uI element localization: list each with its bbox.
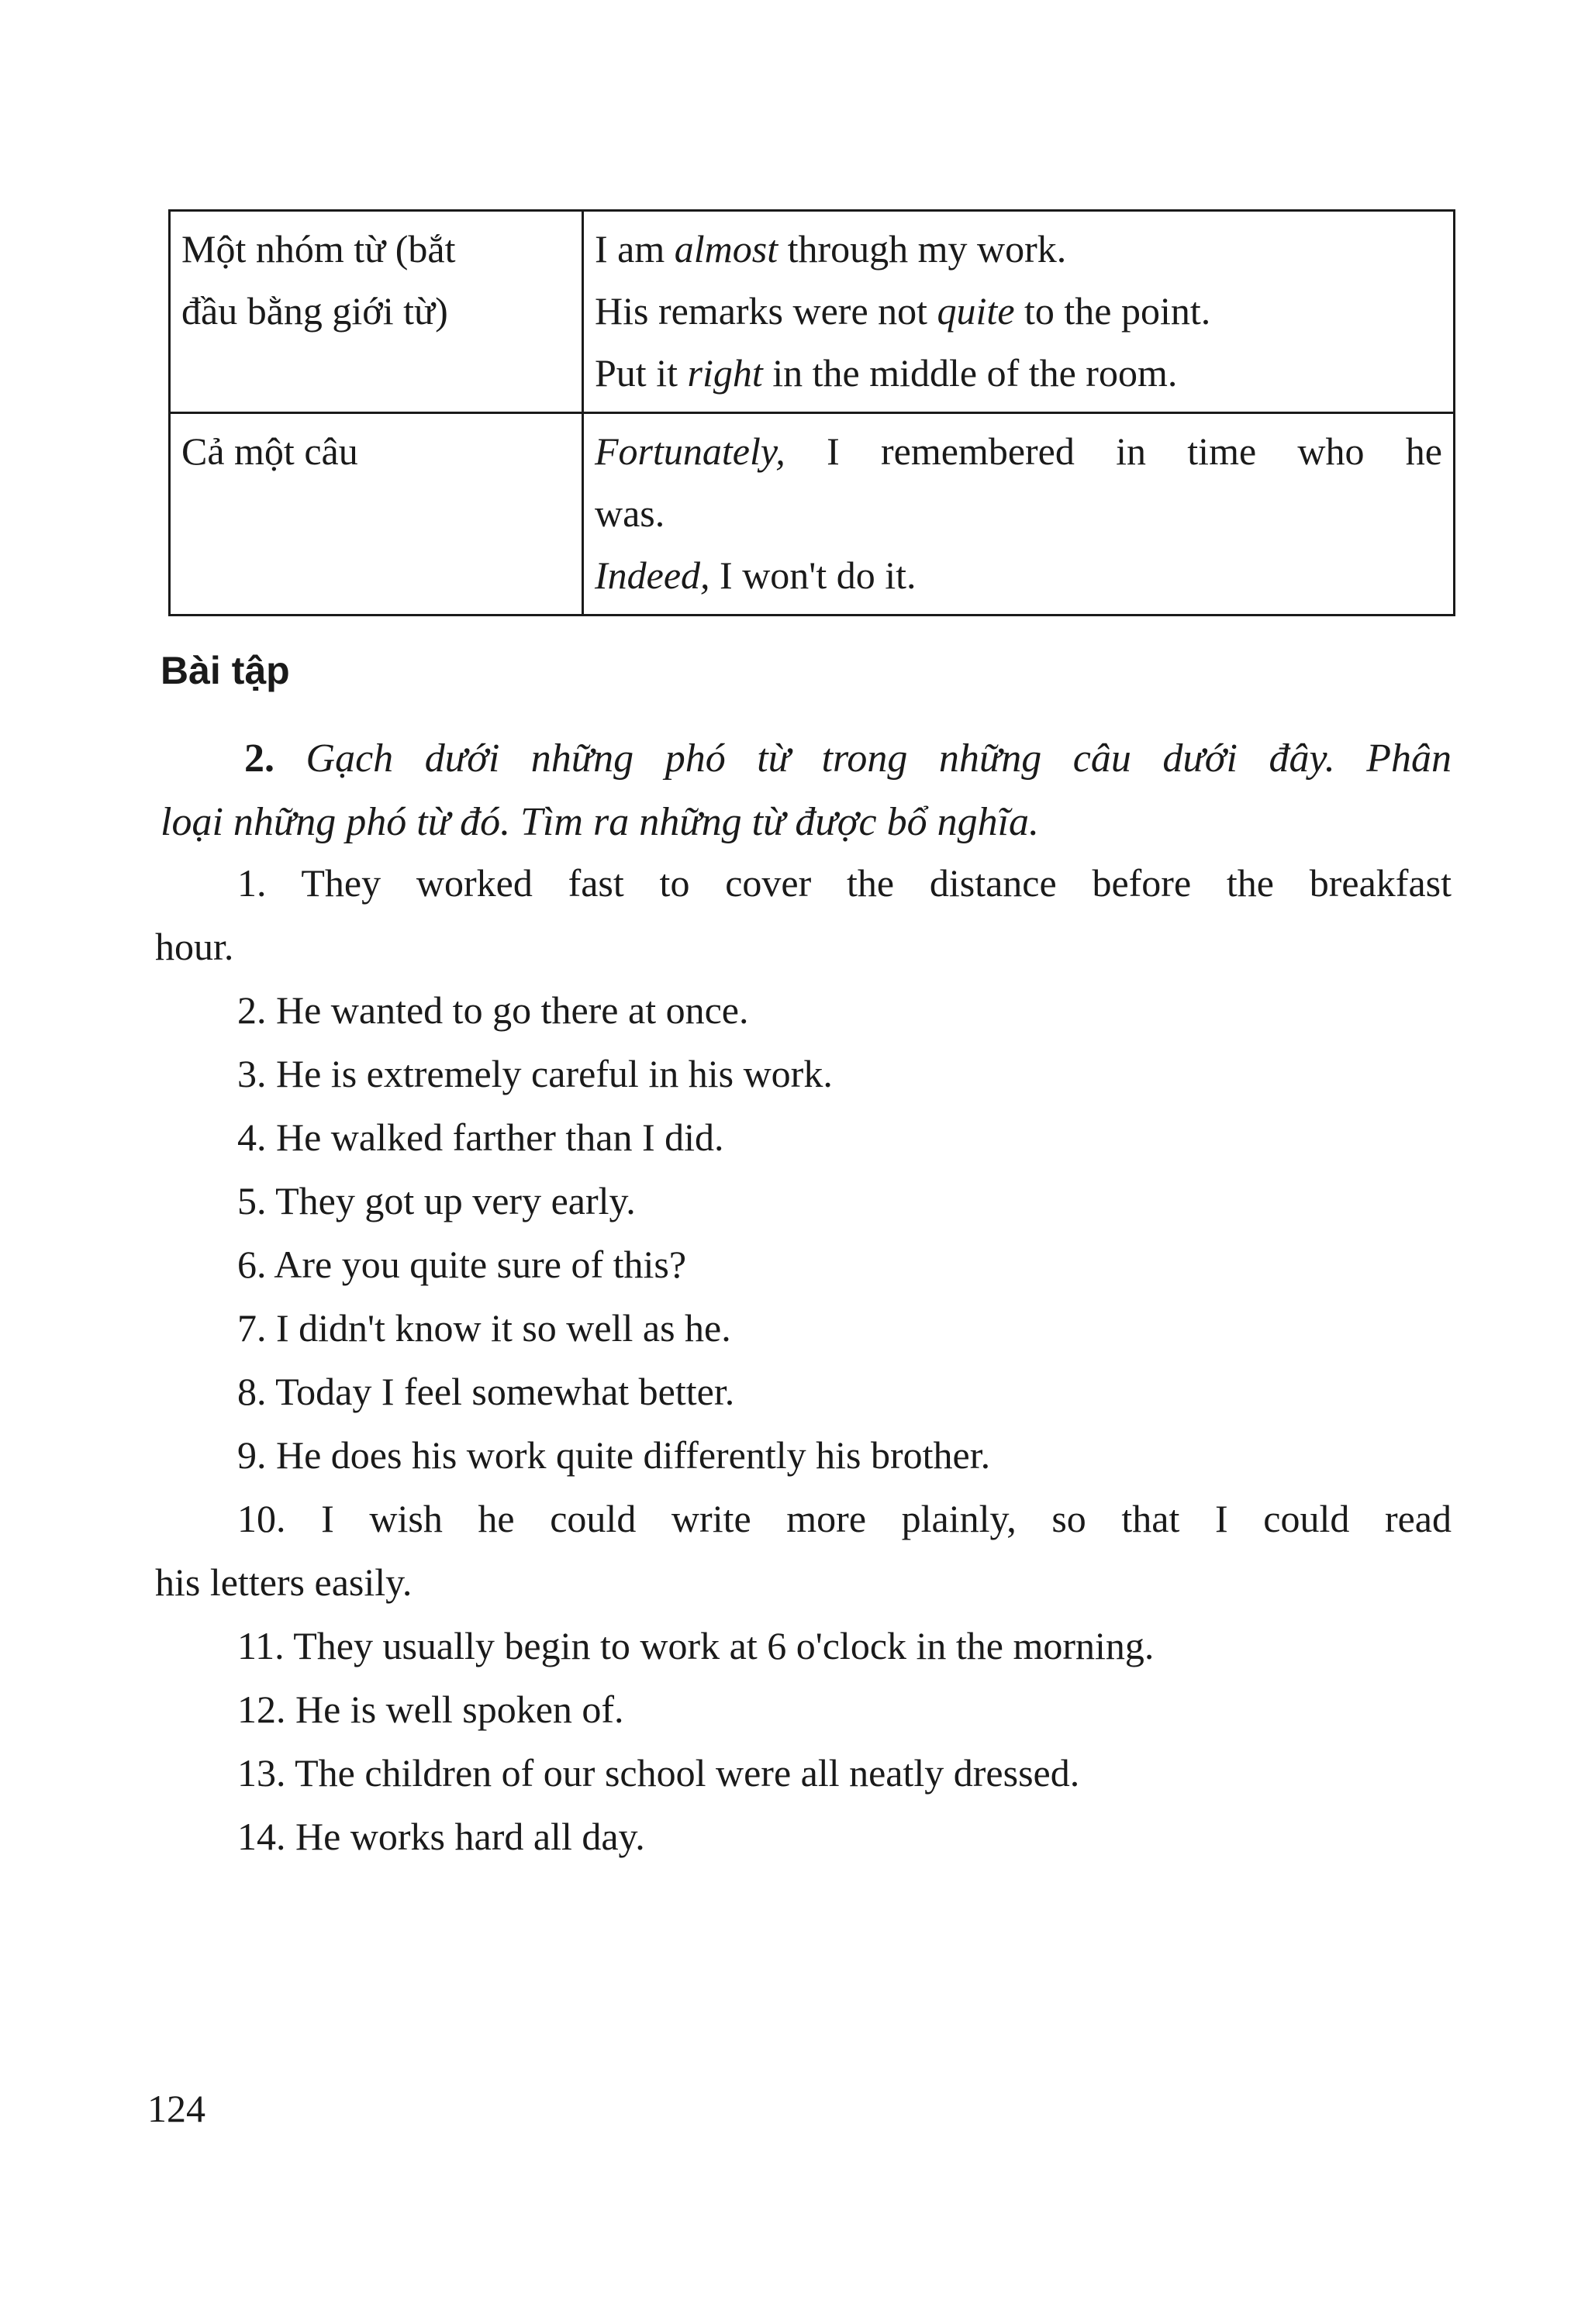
exercise-number: 2. bbox=[244, 736, 274, 781]
adverb-example: almost bbox=[674, 227, 778, 271]
sentence-text: 13. The children of our school were all neatly dressed. bbox=[237, 1751, 1080, 1795]
label-line: Một nhóm từ (bắt bbox=[181, 227, 456, 271]
adverb-example: right bbox=[687, 351, 763, 395]
example-sentence: Put it right in the middle of the room. bbox=[595, 351, 1178, 395]
sentence-text: 12. He is well spoken of. bbox=[237, 1688, 624, 1731]
table-cell-label bbox=[170, 413, 583, 615]
example-sentence: His remarks were not quite to the point. bbox=[595, 289, 1211, 333]
sentence-text: 14. He works hard all day. bbox=[237, 1815, 645, 1858]
list-item bbox=[155, 1677, 1452, 1741]
table-cell-label bbox=[170, 211, 583, 413]
sentence-text: 8. Today I feel somewhat better. bbox=[237, 1370, 735, 1413]
example-sentence: I am almost through my work. bbox=[595, 227, 1067, 271]
sentence-text: 5. They got up very early. bbox=[237, 1179, 636, 1222]
list-item bbox=[155, 1296, 1452, 1360]
sentence-text: 10. I wish he could write more plainly, so that I could read bbox=[237, 1497, 1452, 1540]
adverb-position-table bbox=[168, 209, 1455, 616]
instruction-line: loại những phó từ đó. Tìm ra những từ được bổ nghĩa. bbox=[161, 800, 1040, 844]
list-item bbox=[155, 1233, 1452, 1296]
label-line: Cả một câu bbox=[181, 429, 358, 473]
list-item bbox=[155, 1042, 1452, 1105]
list-item bbox=[155, 1360, 1452, 1423]
list-item bbox=[155, 1487, 1452, 1614]
list-item bbox=[155, 1614, 1452, 1677]
sentence-text: 4. He walked farther than I did. bbox=[237, 1115, 724, 1159]
sentence-text: 3. He is extremely careful in his work. bbox=[237, 1052, 833, 1095]
list-item bbox=[155, 978, 1452, 1042]
page-number: 124 bbox=[147, 2087, 205, 2130]
sentence-text: 11. They usually begin to work at 6 o'clock in the morning. bbox=[237, 1624, 1155, 1667]
example-sentence: Indeed, I won't do it. bbox=[595, 553, 917, 597]
table-cell-examples bbox=[583, 413, 1455, 615]
label-line: đầu bằng giới từ) bbox=[181, 289, 448, 333]
exercise-instruction bbox=[161, 727, 1452, 854]
sentence-text: 1. They worked fast to cover the distance before the breakfast bbox=[237, 861, 1452, 905]
adverb-example: Indeed, bbox=[595, 553, 710, 597]
exercise-sentence-list bbox=[155, 851, 1452, 1868]
instruction-line: 2. Gạch dưới những phó từ trong những câu dưới đây. Phân bbox=[244, 736, 1452, 781]
section-heading: Bài tập bbox=[161, 649, 290, 692]
example-sentence: Fortunately, I remembered in time who he bbox=[595, 429, 1442, 473]
sentence-text: 6. Are you quite sure of this? bbox=[237, 1243, 687, 1286]
list-item bbox=[155, 1805, 1452, 1868]
list-item bbox=[155, 851, 1452, 978]
sentence-text: 9. He does his work quite differently his brother. bbox=[237, 1433, 991, 1477]
sentence-text: 2. He wanted to go there at once. bbox=[237, 988, 749, 1032]
sentence-continuation: hour. bbox=[155, 925, 234, 968]
table-cell-examples bbox=[583, 211, 1455, 413]
list-item bbox=[155, 1169, 1452, 1233]
list-item bbox=[155, 1423, 1452, 1487]
list-item bbox=[155, 1105, 1452, 1169]
sentence-text: 7. I didn't know it so well as he. bbox=[237, 1306, 731, 1350]
example-continuation: was. bbox=[595, 491, 665, 535]
table-row bbox=[170, 413, 1455, 615]
list-item bbox=[155, 1741, 1452, 1805]
sentence-continuation: his letters easily. bbox=[155, 1560, 413, 1604]
adverb-example: quite bbox=[937, 289, 1015, 333]
adverb-example: Fortunately, bbox=[595, 429, 785, 473]
table-row bbox=[170, 211, 1455, 413]
